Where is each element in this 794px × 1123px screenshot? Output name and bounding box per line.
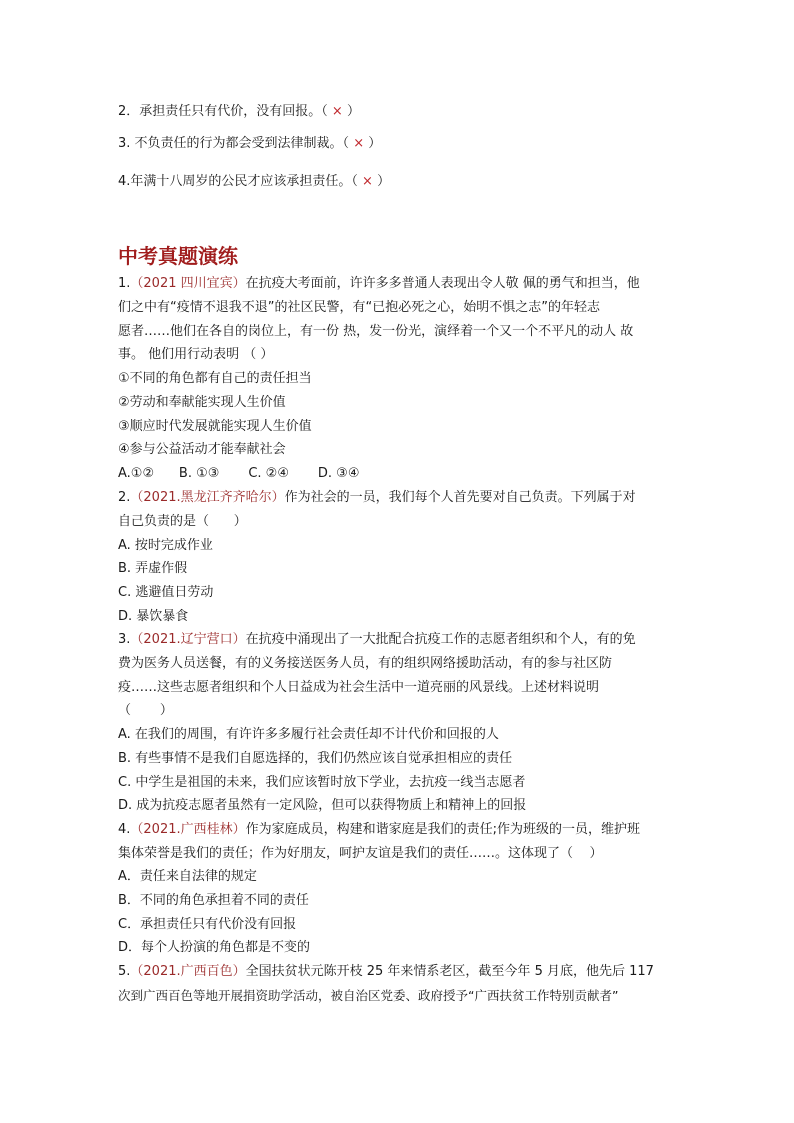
q1-option-1: ①不同的角色都有自己的责任担当 [118,371,312,386]
q1-line-1 [118,276,640,292]
q3-option-c: C. 中学生是祖国的未来，我们应该暂时放下学业，去抗疫一线当志愿者 [118,775,526,790]
judge-item-2 [118,104,360,120]
q3-line-4: （ ） [118,703,173,718]
judge-close: ） [377,174,391,189]
q1-option-3: ③顺应时代发展就能实现人生价值 [118,419,312,434]
q2-option-a: A. 按时完成作业 [118,538,213,553]
q2-text: 作为社会的一员，我们每个人首先要对自己负责。下列属于对 [284,490,636,505]
q2-option-d: D. 暴饮暴食 [118,609,189,624]
q1-line-2: 们之中有“疫情不退我不退”的社区民警，有“已抱必死之心，始明不惧之志”的年轻志 [118,300,600,315]
q5-line-2: 次到广西百色等地开展捐资助学活动，被自治区党委、政府授予“广西扶贫工作特别贡献者” [118,988,619,1003]
judge-close: ） [346,104,360,119]
judge-text: 4.年满十八周岁的公民才应该承担责任。（ [118,174,358,189]
q3-option-d: D. 成为抗疫志愿者虽然有一定风险，但可以获得物质上和精神上的回报 [118,798,527,813]
wrong-mark: × [331,104,343,119]
q1-option-2: ②劳动和奉献能实现人生价值 [118,395,286,410]
q2-option-c: C. 逃避值日劳动 [118,585,214,600]
q4-option-a: A．责任来自法律的规定 [118,869,257,884]
q3-line-3: 疫……这些志愿者组织和个人日益成为社会生活中一道亮丽的风景线。上述材料说明 [118,680,600,695]
judge-close: ） [368,136,382,151]
q3-option-a: A. 在我们的周围，有许许多多履行社会责任却不计代价和回报的人 [118,727,499,742]
q2-source: （2021.黑龙江齐齐哈尔） [130,490,285,505]
q5-number: 5. [118,964,131,979]
q2-line-1 [118,490,636,506]
q1-line-3: 愿者……他们在各自的岗位上，有一份 热，发一份光，演绎着一个又一个不平凡的动人 故 [118,324,634,339]
q1-text: 在抗疫大考面前，许许多多普通人表现出令人敬 佩的勇气和担当，他 [245,276,640,291]
q1-number: 1. [118,276,131,291]
q1-option-4: ④参与公益活动才能奉献社会 [118,442,286,457]
wrong-mark: × [362,174,373,189]
q1-answers: A.①② B. ①③ C. ②④ D. ③④ [118,466,360,481]
q1-source: （2021 四川宜宾） [130,276,246,291]
judge-text: 3. 不负责任的行为都会受到法律制裁。（ [118,136,350,151]
q3-number: 3. [118,632,131,647]
q3-text: 在抗疫中涌现出了一大批配合抗疫工作的志愿者组织和个人，有的免 [245,632,636,647]
q4-source: （2021.广西桂林） [130,822,246,837]
q3-source: （2021.辽宁营口） [130,632,246,647]
q2-option-b: B. 弄虚作假 [118,561,188,576]
judge-item-3 [118,136,381,152]
q5-line-1 [118,964,654,980]
q1-line-4: 事。 他们用行动表明 （ ） [118,347,274,362]
q4-number: 4. [118,822,131,837]
q4-line-1 [118,822,640,838]
judge-text: 2．承担责任只有代价，没有回报。（ [118,104,328,119]
q4-text: 作为家庭成员，构建和谐家庭是我们的责任;作为班级的一员，维护班 [245,822,641,837]
q5-source: （2021.广西百色） [130,964,246,979]
q4-option-c: C．承担责任只有代价没有回报 [118,917,297,932]
q2-line-2: 自己负责的是（ ） [118,514,247,529]
q2-number: 2. [118,490,131,505]
q3-option-b: B. 有些事情不是我们自愿选择的，我们仍然应该自觉承担相应的责任 [118,751,513,766]
wrong-mark: × [353,136,365,151]
q3-line-1 [118,632,636,648]
section-title: 中考真题演练 [118,244,238,268]
q5-text: 全国扶贫状元陈开枝 25 年来情系老区，截至今年 5 月底，他先后 117 [245,964,654,979]
q3-line-2: 费为医务人员送餐，有的义务接送医务人员，有的组织网络援助活动，有的参与社区防 [118,656,613,671]
q4-option-d: D．每个人扮演的角色都是不变的 [118,940,311,955]
judge-item-4 [118,174,390,190]
q4-option-b: B．不同的角色承担着不同的责任 [118,893,309,908]
q4-line-2: 集体荣誉是我们的责任；作为好朋友，呵护友谊是我们的责任……。这体现了（ ） [118,846,603,861]
